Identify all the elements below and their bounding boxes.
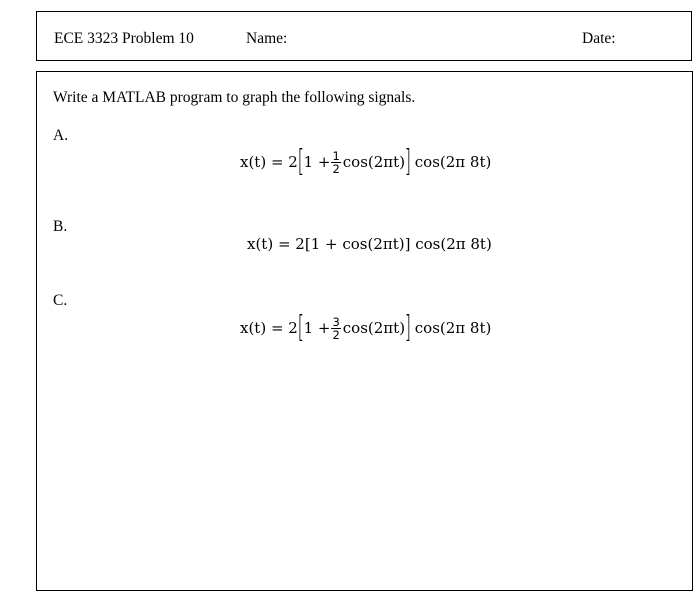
fraction-a-numerator: 1 [332,148,340,163]
problem-label-c: C. [53,292,68,309]
equation-c-inner-start: 1 + [303,319,331,337]
fraction-a [331,150,340,175]
equation-a [240,143,491,181]
equation-a-inner-cos: cos(2πt) [342,153,406,171]
fraction-a-denominator: 2 [332,161,340,176]
fraction-c-numerator: 3 [332,314,340,329]
equation-b-text: x(t) = 2[1 + cos(2πt)] cos(2π 8t) [247,235,492,253]
equation-b [247,234,492,254]
equation-c-outer-cos: cos(2π 8t) [414,319,492,337]
equation-c-inner-cos: cos(2πt) [342,319,406,337]
course-title: ECE 3323 Problem 10 [54,30,194,47]
left-bracket: [ [297,144,304,179]
equation-a-inner-start: 1 + [303,153,331,171]
equation-a-lhs: x(t) = 2 [240,153,298,171]
right-bracket: ] [404,310,412,345]
right-bracket: ] [404,144,412,179]
equation-c-lhs: x(t) = 2 [240,319,298,337]
instruction-text: Write a MATLAB program to graph the following signals. [53,89,416,106]
name-label: Name: [246,30,288,47]
fraction-c-denominator: 2 [332,327,340,342]
equation-a-outer-cos: cos(2π 8t) [414,153,492,171]
problem-label-b: B. [53,218,68,235]
left-bracket: [ [297,310,304,345]
problem-label-a: A. [53,127,69,144]
equation-c [240,309,491,347]
fraction-c [331,316,340,341]
header-box [36,11,692,61]
date-label: Date: [582,30,616,47]
